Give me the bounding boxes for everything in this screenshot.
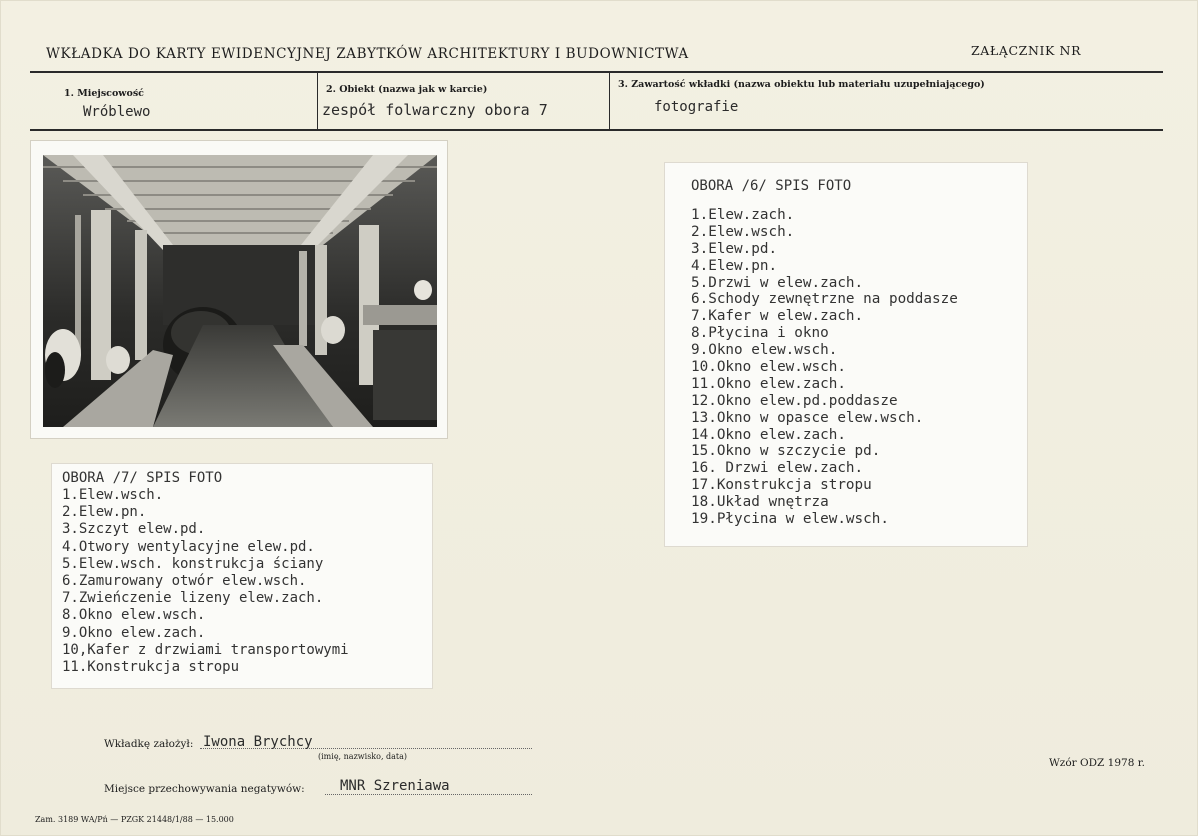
list-item: 7.Kafer w elew.zach.: [691, 308, 864, 325]
print-order-note: Zam. 3189 WA/Pń — PZGK 21448/1/88 — 15.000: [35, 815, 234, 824]
founder-value: Iwona Brychcy: [203, 734, 313, 750]
storage-value: MNR Szreniawa: [340, 778, 450, 794]
attachment-number-label: ZAŁĄCZNIK NR: [971, 43, 1082, 58]
list-item: 4.Otwory wentylacyjne elew.pd.: [62, 538, 315, 555]
field-divider-2: [609, 73, 610, 129]
list-item: 3.Szczyt elew.pd.: [62, 521, 206, 538]
contents-value: fotografie: [654, 99, 739, 115]
list-item: 5.Drzwi w elew.zach.: [691, 274, 864, 291]
slip6-title: OBORA /6/ SPIS FOTO: [691, 178, 852, 194]
list-item: 2.Elew.pn.: [62, 504, 147, 521]
list-item: 17.Konstrukcja stropu: [691, 477, 872, 494]
storage-label: Miejsce przechowywania negatywów:: [104, 783, 305, 795]
list-item: 10,Kafer z drzwiami transportowymi: [62, 641, 349, 658]
list-item: 6.Zamurowany otwór elew.wsch.: [62, 572, 307, 589]
list-item: 9.Okno elew.wsch.: [691, 342, 838, 359]
form-title: WKŁADKA DO KARTY EWIDENCYJNEJ ZABYTKÓW ARCHITEKTURY I BUDOWNICTWA: [46, 46, 689, 62]
barn-interior-photo: [31, 141, 447, 438]
founder-hint: (imię, nazwisko, data): [318, 752, 408, 761]
header-rule: [30, 71, 1163, 73]
founder-label: Wkładkę założył:: [104, 738, 194, 750]
form-model-note: Wzór ODZ 1978 r.: [1049, 757, 1145, 769]
field-divider-1: [317, 73, 318, 129]
list-item: 19.Płycina w elew.wsch.: [691, 511, 889, 528]
list-item: 14.Okno elew.zach.: [691, 426, 846, 443]
list-item: 15.Okno w szczycie pd.: [691, 443, 881, 460]
list-item: 11.Konstrukcja stropu: [62, 658, 240, 675]
list-item: 12.Okno elew.pd.poddasze: [691, 392, 898, 409]
list-item: 1.Elew.zach.: [691, 207, 795, 223]
object-label: 2. Obiekt (nazwa jak w karcie): [326, 84, 488, 95]
photo-list-obora-6: [665, 163, 1027, 546]
list-item: 13.Okno w opasce elew.wsch.: [691, 409, 924, 426]
list-item: 5.Elew.wsch. konstrukcja ściany: [62, 555, 324, 572]
object-value: zespół folwarczny obora 7: [322, 101, 548, 119]
photo-list-obora-7: [52, 464, 432, 688]
list-item: 8.Okno elew.wsch.: [62, 607, 206, 624]
storage-line: [325, 794, 532, 795]
list-item: 1.Elew.wsch.: [62, 487, 164, 503]
founder-line: [200, 748, 532, 749]
list-item: 4.Elew.pn.: [691, 257, 778, 274]
list-item: 16. Drzwi elew.zach.: [691, 460, 864, 477]
list-item: 7.Zwieńczenie lizeny elew.zach.: [62, 590, 324, 607]
list-item: 3.Elew.pd.: [691, 240, 778, 257]
list-item: 18.Układ wnętrza: [691, 494, 829, 511]
barn-interior-image: [43, 155, 437, 427]
list-item: 8.Płycina i okno: [691, 325, 829, 342]
locality-label: 1. Miejscowość: [64, 88, 144, 99]
slip7-title: OBORA /7/ SPIS FOTO: [62, 470, 223, 486]
list-item: 10.Okno elew.wsch.: [691, 359, 846, 376]
slip7-list: [62, 487, 349, 676]
list-item: 11.Okno elew.zach.: [691, 375, 846, 392]
list-item: 2.Elew.wsch.: [691, 223, 795, 240]
slip6-list: [691, 207, 958, 528]
locality-value: Wróblewo: [83, 104, 151, 120]
list-item: 6.Schody zewnętrzne na poddasze: [691, 291, 958, 308]
fields-rule: [30, 129, 1163, 131]
contents-label: 3. Zawartość wkładki (nazwa obiektu lub materiału uzupełniającego): [618, 79, 985, 90]
list-item: 9.Okno elew.zach.: [62, 624, 206, 641]
